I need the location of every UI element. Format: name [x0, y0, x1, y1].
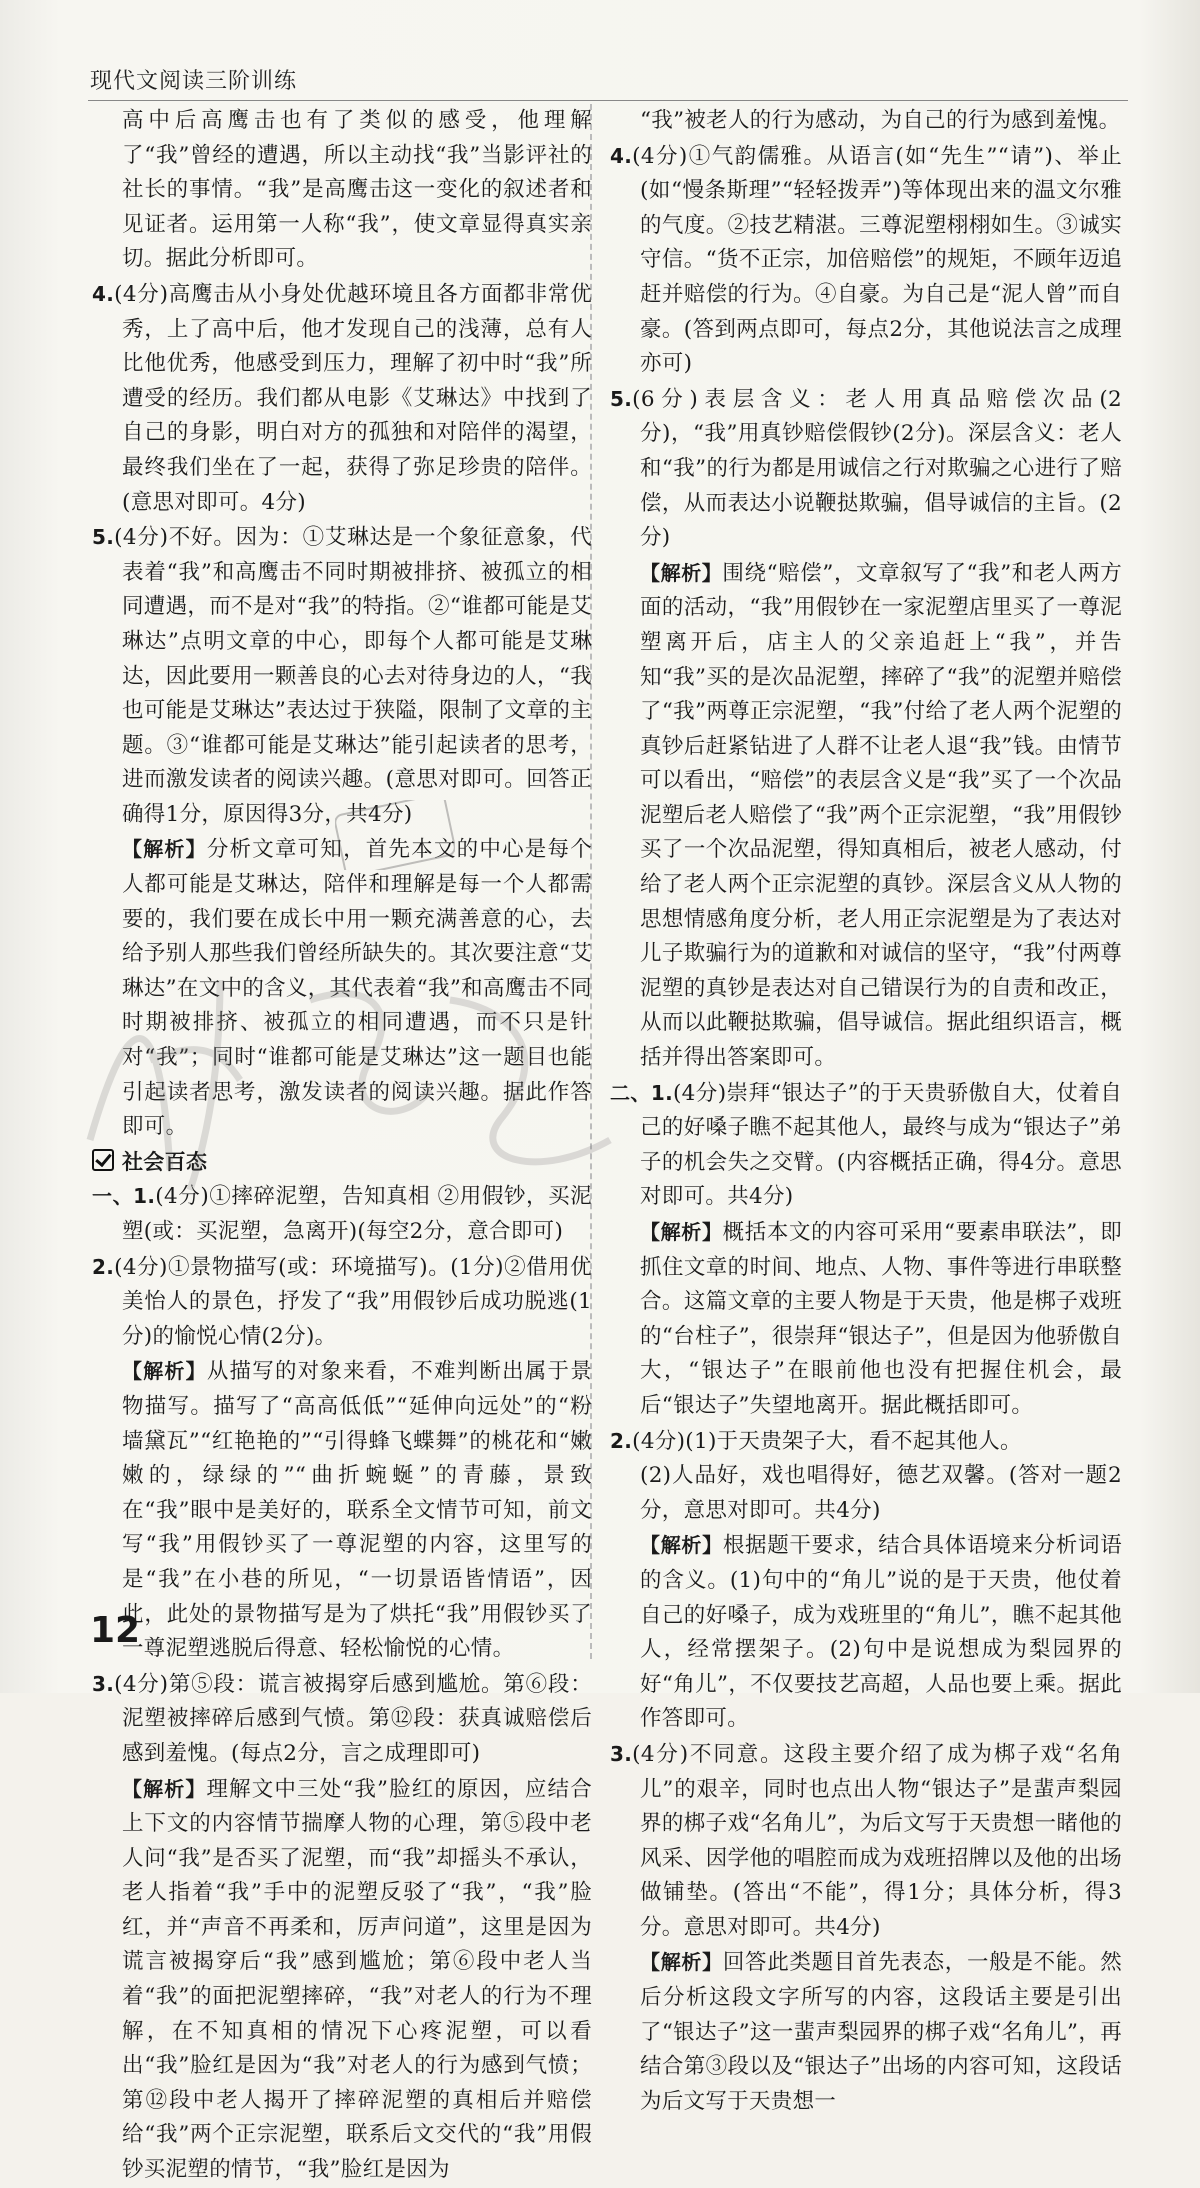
answer-text: (4分)第⑤段：谎言被揭穿后感到尴尬。第⑥段：泥塑被摔碎后感到气愤。第⑫段：获真诚赔偿后感到羞愧。(每点2分，言之成理即可) — [114, 1671, 592, 1766]
analysis-tag: 【解析】 — [640, 560, 723, 585]
answer-text: (4分)(1)于天贵架子大，看不起其他人。 — [632, 1428, 1022, 1454]
answer-5 — [610, 382, 1122, 556]
answer-t1 — [610, 1076, 1122, 1215]
answer-text: (4分)不好。因为：①艾琳达是一个象征意象，代表着“我”和高鹰击不同时期被排挤、被孤立的相同遭遇，而不是对“我”的特指。②“谁都可能是艾琳达”点明文章的中心，即每个人都可能是艾琳达，因此要用一颗善良的心去对待身边的人，“我也可能是艾琳达”表达过于狭隘，限制了文章的主题。③“谁都可能是艾琳达”能引起读者的思考，进而激发读者的阅读兴趣。(意思对即可。回答正确得1分，原因得3分，共4分) — [114, 525, 592, 827]
checkbox-icon — [92, 1149, 114, 1171]
analysis-tag: 【解析】 — [640, 1533, 723, 1558]
right-column — [610, 104, 1122, 2119]
answer-4 — [610, 139, 1122, 382]
analysis-text: 分析文章可知，首先本文的中心是每个人都可能是艾琳达，陪伴和理解是每一个人都需要的，我们要在成长中用一颗充满善意的心，去给予别人那些我们曾经所缺失的。其次要注意“艾琳达”在文中的含义，其代表着“我”和高鹰击不同时期被排挤、被孤立的相同遭遇，而不只是针对“我”；同时“谁都可能是艾琳达”这一题目也能引起读者思考，激发读者的阅读兴趣。据此作答即可。 — [122, 837, 592, 1140]
answer-number: 4. — [610, 143, 633, 168]
analysis-5 — [610, 556, 1122, 1076]
analysis-s2 — [92, 1354, 592, 1666]
answer-text: (4分)①摔碎泥塑，告知真相 ②用假钞，买泥塑(或：买泥塑，急离开)(每空2分，意合即可) — [122, 1184, 592, 1244]
answer-t2-part2: (2)人品好，戏也唱得好，德艺双馨。(答对一题2分，意思对即可。共4分) — [640, 1463, 1122, 1523]
analysis-text: 根据题干要求，结合具体语境来分析词语的含义。(1)句中的“角儿”说的是于天贵，他仗着自己的好嗓子，成为戏班里的“角儿”，瞧不起其他人，经常摆架子。(2)句中是说想成为梨园界的好“角儿”，不仅要技艺高超，人品也要上乘。据此作答即可。 — [640, 1533, 1123, 1732]
analysis-t1 — [610, 1215, 1122, 1424]
answer-number: 2. — [92, 1254, 115, 1279]
answer-text: (4分)不同意。这段主要介绍了成为梆子戏“名角儿”的艰辛，同时也点出人物“银达子”是蜚声梨园界的梆子戏“名角儿”，为后文写于天贵想一睹他的风采、因学他的唱腔而成为戏班招牌以及他的出场做铺垫。(答出“不能”，得1分；具体分析，得3分。意思对即可。共4分) — [632, 1741, 1122, 1940]
answer-number: 3. — [610, 1741, 633, 1766]
stamp-graphic — [335, 800, 455, 870]
left-column — [92, 104, 592, 2188]
section-title: 社会百态 — [122, 1149, 208, 1174]
analysis-text: 围绕“赔偿”，文章叙写了“我”和老人两方面的活动，“我”用假钞在一家泥塑店里买了一尊泥塑离开后，店主人的父亲追赶上“我”，并告知“我”买的是次品泥塑，摔碎了“我”的泥塑并赔偿了“我”两尊正宗泥塑，“我”付给了老人两个泥塑的真钞后赶紧钻进了人群不让老人退“我”钱。由情节可以看出，“赔偿”的表层含义是“我”买了一个次品泥塑后老人赔偿了“我”两个正宗泥塑，“我”用假钞买了一个次品泥塑，得知真相后，被老人感动，付给了老人两个正宗泥塑的真钞。深层含义从人物的思想情感角度分析，老人用正宗泥塑是为了表达对儿子欺骗行为的道歉和对诚信的坚守，“我”付两尊泥塑的真钞是表达对自己错误行为的自责和改正，从而以此鞭挞欺骗，倡导诚信。据此组织语言，概括并得出答案即可。 — [640, 560, 1122, 1071]
answer-number: 4. — [92, 281, 115, 306]
answer-s3 — [92, 1667, 592, 1772]
analysis-5 — [92, 832, 592, 1144]
analysis-tag: 【解析】 — [122, 1359, 207, 1384]
answer-text: (4分)①景物描写(或：环境描写)。(1分)②借用优美怡人的景色，抒发了“我”用假钞后成功脱逃(1分)的愉悦心情(2分)。 — [114, 1254, 592, 1349]
answer-s2 — [92, 1250, 592, 1355]
answer-text: (4分)高鹰击从小身处优越环境且各方面都非常优秀，上了高中后，他才发现自己的浅薄，总有人比他优秀，他感受到压力，理解了初中时“我”所遭受的经历。我们都从电影《艾琳达》中找到了自己的身影，明白对方的孤独和对陪伴的渴望，最终我们坐在了一起，获得了弥足珍贵的陪伴。(意思对即可。4分) — [114, 281, 592, 515]
section-heading — [92, 1145, 592, 1180]
answer-4 — [92, 277, 592, 520]
answer-number: 5. — [610, 386, 633, 411]
answer-number: 一、1. — [92, 1184, 156, 1209]
continued-answer: 高中后高鹰击也有了类似的感受，他理解了“我”曾经的遭遇，所以主动找“我”当影评社的社长的事情。“我”是高鹰击这一变化的叙述者和见证者。运用第一人称“我”，使文章显得真实亲切。据此分析即可。 — [122, 108, 592, 272]
analysis-tag: 【解析】 — [122, 837, 207, 862]
continued-answer: “我”被老人的行为感动，为自己的行为感到羞愧。 — [640, 108, 1121, 133]
answer-number: 5. — [92, 525, 115, 550]
analysis-tag: 【解析】 — [640, 1220, 723, 1244]
analysis-tag: 【解析】 — [122, 1776, 207, 1801]
answer-text: (4分)崇拜“银达子”的于天贵骄傲自大，仗着自己的好嗓子瞧不起其他人，最终与成为“银达子”弟子的机会失之交臂。(内容概括正确，得4分。意思对即可。共4分) — [640, 1080, 1123, 1210]
answer-5 — [92, 520, 592, 832]
answer-text: (6分)表层含义：老人用真品赔偿次品(2分)，“我”用真钞赔偿假钞(2分)。深层含义：老人和“我”的行为都是用诚信之行对欺骗之心进行了赔偿，从而表达小说鞭挞欺骗，倡导诚信的主旨。(2分) — [632, 386, 1122, 551]
answer-number: 2. — [610, 1428, 633, 1453]
analysis-tag: 【解析】 — [640, 1950, 723, 1975]
analysis-t2 — [610, 1528, 1122, 1737]
answer-s1 — [92, 1179, 592, 1249]
header-rule — [88, 100, 1128, 101]
analysis-text: 理解文中三处“我”脸红的原因，应结合上下文的内容情节揣摩人物的心理，第⑤段中老人问“我”是否买了泥塑，而“我”却摇头不承认，老人指着“我”手中的泥塑反驳了“我”，“我”脸红，并“声音不再柔和，厉声问道”，这里是因为谎言被揭穿后“我”感到尴尬；第⑥段中老人当着“我”的面把泥塑摔碎，“我”对老人的行为不理解，在不知真相的情况下心疼泥塑，可以看出“我”脸红是因为“我”对老人的行为感到气愤；第⑫段中老人揭开了摔碎泥塑的真相后并赔偿给“我”两个正宗泥塑，联系后文交代的“我”用假钞买泥塑的情节，“我”脸红是因为 — [122, 1776, 592, 2183]
analysis-text: 概括本文的内容可采用“要素串联法”，即抓住文章的时间、地点、人物、事件等进行串联整合。这篇文章的主要人物是于天贵，他是梆子戏班的“台柱子”，很崇拜“银达子”，但是因为他骄傲自大，“银达子”在眼前他也没有把握住机会，最后“银达子”失望地离开。据此概括即可。 — [640, 1220, 1123, 1418]
analysis-t3 — [610, 1945, 1122, 2119]
analysis-text: 从描写的对象来看，不难判断出属于景物描写。描写了“高高低低”“延伸向远处”的“粉墙黛瓦”“红艳艳的”“引得蜂飞蝶舞”的桃花和“嫩嫩的，绿绿的”“曲折蜿蜒”的青藤，景致在“我”眼中是美好的，联系全文情节可知，前文写“我”用假钞买了一尊泥塑的内容，这里写的是“我”在小巷的所见，“一切景语皆情语”，因此，此处的景物描写是为了烘托“我”用假钞买了一尊泥塑逃脱后得意、轻松愉悦的心情。 — [122, 1359, 592, 1662]
answer-number: 二、1. — [610, 1080, 673, 1105]
running-header: 现代文阅读三阶训练 — [90, 69, 298, 94]
analysis-text: 回答此类题目首先表态，一般是不能。然后分析这段文字所写的内容，这段话主要是引出了“银达子”这一蜚声梨园界的梆子戏“名角儿”，再结合第③段以及“银达子”出场的内容可知，这段话为后文写于天贵想一 — [640, 1950, 1123, 2114]
answer-t2 — [610, 1424, 1122, 1460]
answer-number: 3. — [92, 1671, 115, 1696]
analysis-s3 — [92, 1772, 592, 2188]
answer-text: (4分)①气韵儒雅。从语言(如“先生”“请”)、举止(如“慢条斯理”“轻轻拨弄”)等体现出来的温文尔雅的气度。②技艺精湛。三尊泥塑栩栩如生。③诚实守信。“货不正宗，加倍赔偿”的规矩，不顾年迈追赶并赔偿的行为。④自豪。为自己是“泥人曾”而自豪。(答到两点即可，每点2分，其他说法言之成理亦可) — [632, 143, 1122, 377]
page-number: 12 — [90, 1610, 141, 1651]
answer-t3 — [610, 1737, 1122, 1946]
